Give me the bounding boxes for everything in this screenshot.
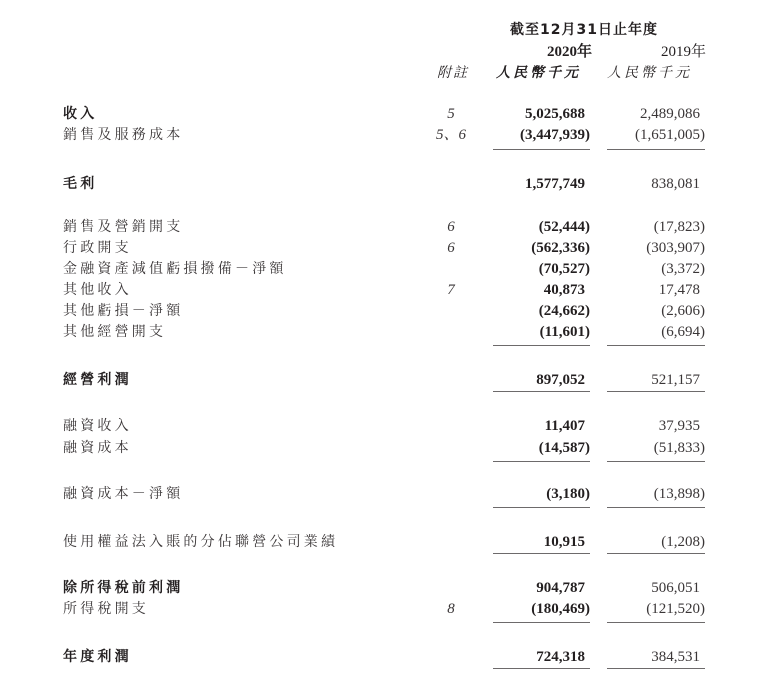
value-2019: (17,823) [653, 219, 705, 235]
value-2019: 2,489,086 [640, 106, 700, 122]
unit-current-heading: 人民幣千元 [496, 65, 581, 81]
value-2020: (3,180) [546, 486, 590, 502]
subtotal-rule [607, 622, 705, 623]
value-2019: (2,606) [661, 303, 705, 319]
row-label: 融資成本－淨額 [63, 486, 184, 502]
subtotal-rule [493, 507, 590, 508]
value-2020: 897,052 [536, 372, 585, 388]
row-label: 行政開支 [63, 240, 132, 256]
row-label: 其他收入 [63, 282, 132, 298]
value-2019: (303,907) [646, 240, 705, 256]
row-operating-profit [0, 370, 769, 390]
row-label: 毛利 [63, 176, 98, 192]
value-2019: (1,651,005) [635, 127, 705, 143]
value-2019: (51,833) [653, 440, 705, 456]
row-note: 7 [447, 282, 455, 298]
subtotal-rule [607, 149, 705, 150]
value-2019: 838,081 [651, 176, 700, 192]
value-2019: (13,898) [653, 486, 705, 502]
subtotal-rule [493, 461, 590, 462]
total-rule [607, 668, 705, 669]
value-2020: (14,587) [538, 440, 590, 456]
year-prior-heading: 2019年 [660, 44, 706, 60]
row-note: 5 [447, 106, 455, 122]
value-2019: 17,478 [658, 282, 700, 298]
value-2020: (11,601) [539, 324, 590, 340]
row-impairment-losses [0, 259, 769, 279]
value-2019: 384,531 [651, 649, 700, 665]
row-label: 融資收入 [63, 418, 132, 434]
row-finance-income [0, 416, 769, 436]
value-2019: 37,935 [658, 418, 700, 434]
value-2020: 724,318 [536, 649, 585, 665]
value-2020: 11,407 [544, 418, 585, 434]
row-profit-for-year [0, 647, 769, 667]
row-label: 使用權益法入賬的分佔聯營公司業績 [63, 534, 339, 550]
total-rule [493, 668, 590, 669]
value-2020: 1,577,749 [525, 176, 585, 192]
subtotal-rule [493, 345, 590, 346]
row-finance-costs-net [0, 484, 769, 504]
value-2019: (1,208) [661, 534, 705, 550]
value-2019: 521,157 [651, 372, 700, 388]
subtotal-rule [607, 553, 705, 554]
value-2020: 40,873 [543, 282, 585, 298]
subtotal-rule [493, 149, 590, 150]
value-2019: (6,694) [661, 324, 705, 340]
subtotal-rule [493, 553, 590, 554]
row-label: 收入 [63, 106, 98, 122]
row-label: 其他經營開支 [63, 324, 167, 340]
value-2019: (121,520) [646, 601, 705, 617]
year-current-heading: 2020年 [546, 44, 592, 60]
subtotal-rule [493, 391, 590, 392]
row-other-income [0, 280, 769, 300]
period-heading: 截至12月31日止年度 [510, 22, 658, 38]
row-label: 金融資產減值虧損撥備－淨額 [63, 261, 287, 277]
row-label: 除所得稅前利潤 [63, 580, 184, 596]
row-other-operating-expenses [0, 322, 769, 342]
row-note: 5、6 [435, 127, 466, 143]
subtotal-rule [607, 391, 705, 392]
unit-prior-heading: 人民幣千元 [607, 65, 692, 81]
row-profit-before-tax [0, 578, 769, 598]
row-label: 經營利潤 [63, 372, 132, 388]
row-label: 年度利潤 [63, 649, 132, 665]
row-income-tax-expense [0, 599, 769, 619]
row-label: 所得稅開支 [63, 601, 149, 617]
row-revenue [0, 104, 769, 124]
row-admin-expenses [0, 238, 769, 258]
value-2020: (70,527) [538, 261, 590, 277]
row-label: 銷售及營銷開支 [63, 219, 184, 235]
subtotal-rule [607, 345, 705, 346]
value-2020: 904,787 [536, 580, 585, 596]
row-label: 銷售及服務成本 [63, 127, 184, 143]
value-2020: (180,469) [531, 601, 590, 617]
row-cost-of-sales [0, 125, 769, 145]
row-selling-expenses [0, 217, 769, 237]
row-note: 6 [447, 240, 455, 256]
row-label: 其他虧損－淨額 [63, 303, 184, 319]
value-2020: 10,915 [543, 534, 585, 550]
value-2020: (562,336) [531, 240, 590, 256]
value-2020: 5,025,688 [525, 106, 585, 122]
value-2019: 506,051 [651, 580, 700, 596]
value-2020: (24,662) [538, 303, 590, 319]
subtotal-rule [607, 461, 705, 462]
row-other-losses [0, 301, 769, 321]
value-2020: (3,447,939) [520, 127, 590, 143]
row-finance-costs [0, 438, 769, 458]
row-label: 融資成本 [63, 440, 132, 456]
note-column-heading: 附註 [437, 65, 469, 81]
subtotal-rule [493, 622, 590, 623]
row-gross-profit [0, 174, 769, 194]
value-2020: (52,444) [538, 219, 590, 235]
row-note: 8 [447, 601, 455, 617]
subtotal-rule [607, 507, 705, 508]
value-2019: (3,372) [661, 261, 705, 277]
row-note: 6 [447, 219, 455, 235]
row-share-of-associates [0, 532, 769, 552]
